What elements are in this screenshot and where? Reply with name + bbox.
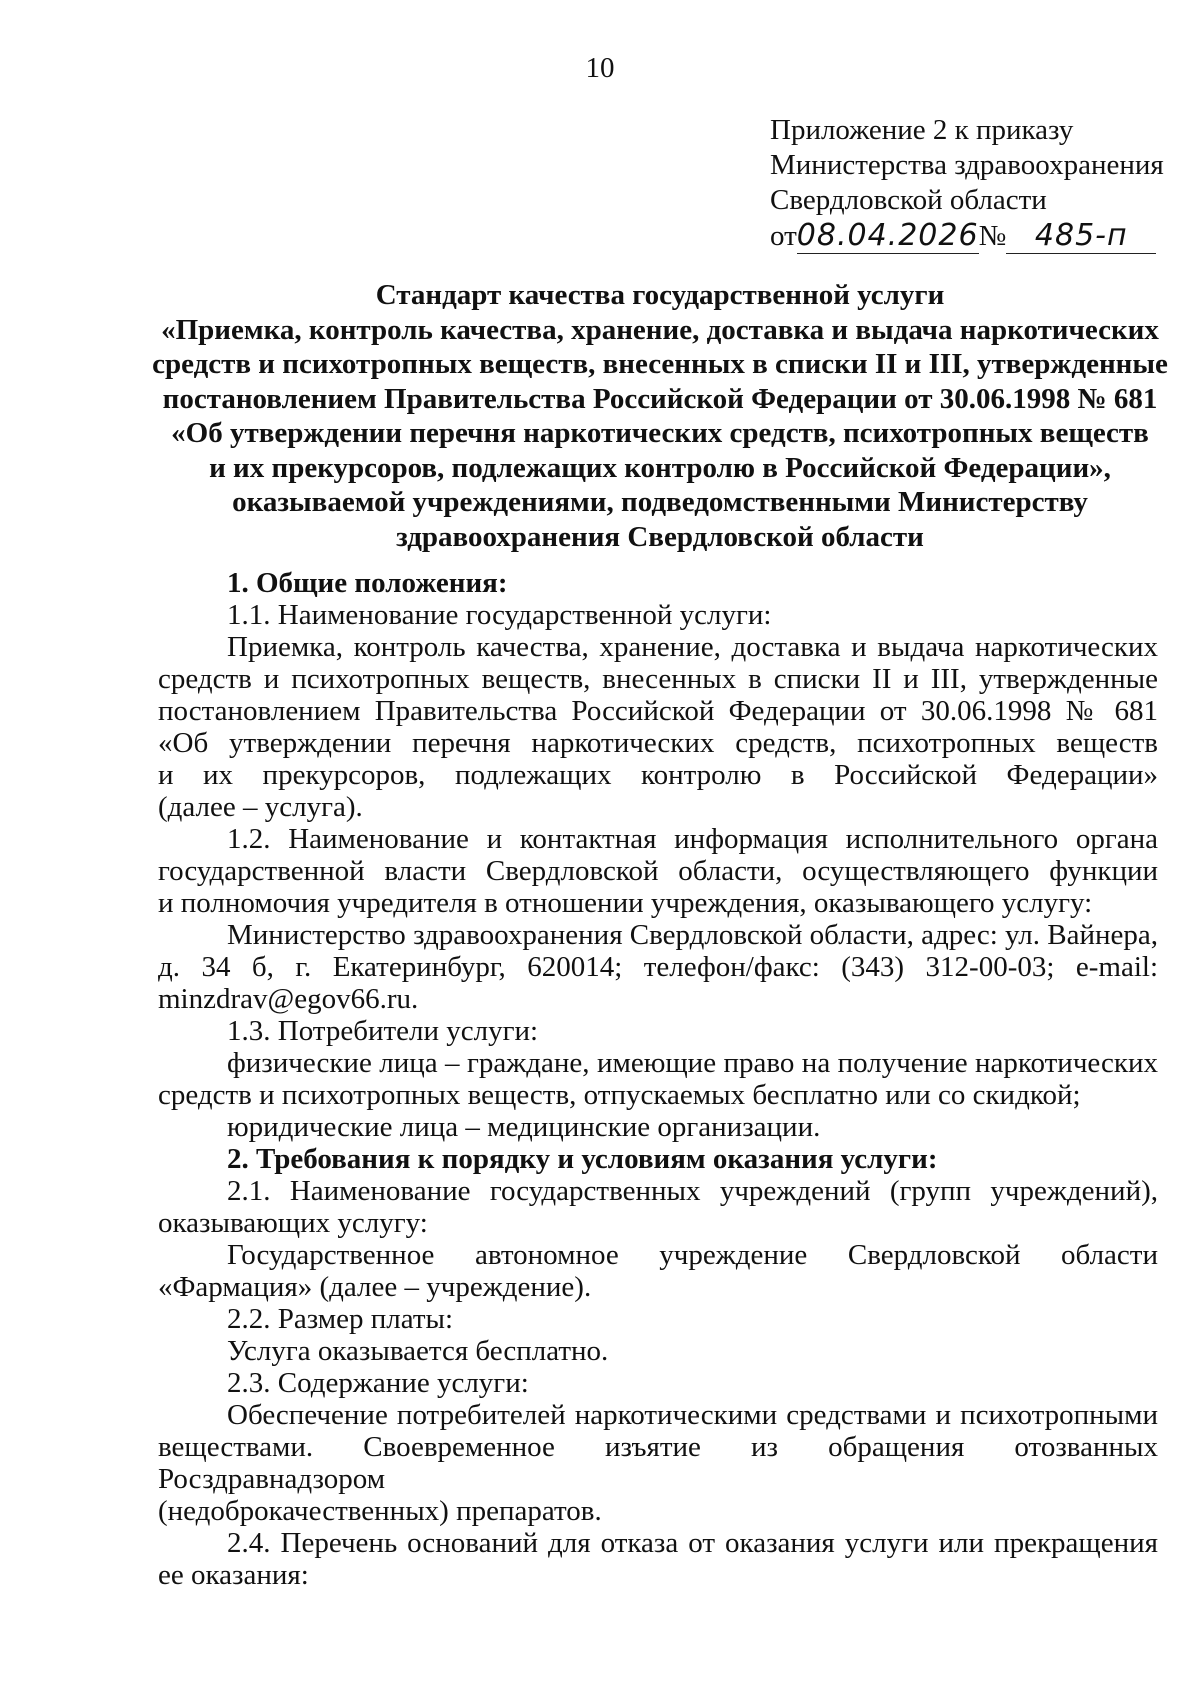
paragraph-line: «Об утверждении перечня наркотических средств, психотропных веществ xyxy=(158,727,1158,759)
title-line: постановлением Правительства Российской Федерации от 30.06.1998 № 681 xyxy=(162,382,1158,415)
appendix-line-2: Министерства здравоохранения xyxy=(770,149,1164,181)
section-1-1-text xyxy=(158,631,1158,823)
paragraph-line: физические лица – граждане, имеющие право на получение наркотических xyxy=(227,1047,1158,1079)
paragraph-line: средств и психотропных веществ, отпускаемых бесплатно или со скидкой; xyxy=(158,1079,1081,1111)
paragraph-line: minzdrav@egov66.ru. xyxy=(158,983,419,1015)
section-2-2-heading: 2.2. Размер платы: xyxy=(227,1303,454,1335)
title-line: «Об утверждении перечня наркотических средств, психотропных веществ xyxy=(171,417,1149,449)
paragraph-line: и их прекурсоров, подлежащих контролю в Российской Федерации» xyxy=(158,759,1158,791)
handwritten-number: 485-п xyxy=(1006,218,1156,254)
paragraph-line: д. 34 б, г. Екатеринбург, 620014; телефон/факс: (343) 312-00-03; e-mail: xyxy=(158,951,1158,983)
paragraph-line: и полномочия учредителя в отношении учреждения, оказывающего услугу: xyxy=(158,887,1093,919)
paragraph-line: 1.2. Наименование и контактная информация исполнительного органа xyxy=(227,823,1158,855)
paragraph-line: 2.4. Перечень оснований для отказа от оказания услуги или прекращения xyxy=(227,1527,1158,1559)
paragraph-line: веществами. Своевременное изъятие из обращения отозванных Росздравнадзором xyxy=(158,1431,1158,1495)
paragraph-line: (далее – услуга). xyxy=(158,791,363,823)
paragraph-line: Министерство здравоохранения Свердловской области, адрес: ул. Вайнера, xyxy=(227,919,1158,951)
section-1-3-heading: 1.3. Потребители услуги: xyxy=(227,1015,539,1047)
page-number: 10 xyxy=(585,52,615,84)
section-2-4-text xyxy=(158,1527,1158,1591)
section-2-3-text xyxy=(158,1399,1158,1527)
appendix-line-3: Свердловской области xyxy=(770,184,1047,216)
paragraph-line: 2.1. Наименование государственных учреждений (групп учреждений), xyxy=(227,1175,1158,1207)
section-2-1-text xyxy=(158,1175,1158,1239)
title-line: Стандарт качества государственной услуги xyxy=(375,279,945,311)
document-body xyxy=(158,567,1158,1591)
section-1-3-legal: юридические лица – медицинские организации. xyxy=(227,1111,821,1143)
section-1-2-text xyxy=(158,823,1158,919)
section-1-1-heading: 1.1. Наименование государственной услуги: xyxy=(227,599,772,631)
order-date-number xyxy=(770,218,1170,254)
section-2-3-heading: 2.3. Содержание услуги: xyxy=(227,1367,529,1399)
appendix-header xyxy=(770,113,1170,254)
section-2-heading: 2. Требования к порядку и условиям оказания услуги: xyxy=(227,1143,938,1175)
section-1-3-individuals xyxy=(158,1047,1158,1111)
section-1-2-contact xyxy=(158,919,1158,1015)
section-2-1-institution xyxy=(158,1239,1158,1303)
paragraph-line: (недоброкачественных) препаратов. xyxy=(158,1495,602,1527)
number-prefix: № xyxy=(978,220,1007,252)
paragraph-line: «Фармация» (далее – учреждение). xyxy=(158,1271,592,1303)
section-1-heading: 1. Общие положения: xyxy=(227,567,508,599)
title-line: средств и психотропных веществ, внесенных в списки II и III, утвержденные xyxy=(152,348,1168,380)
paragraph-line: ее оказания: xyxy=(158,1559,309,1591)
paragraph-line: Обеспечение потребителей наркотическими средствами и психотропными xyxy=(227,1399,1158,1431)
title-line: и их прекурсоров, подлежащих контролю в Российской Федерации», xyxy=(209,451,1111,484)
date-prefix: от xyxy=(770,220,797,252)
paragraph-line: Приемка, контроль качества, хранение, доставка и выдача наркотических xyxy=(227,631,1158,663)
document-title xyxy=(120,278,1200,554)
title-line: «Приемка, контроль качества, хранение, доставка и выдача наркотических xyxy=(161,313,1159,346)
title-line: здравоохранения Свердловской области xyxy=(396,520,924,553)
paragraph-line: оказывающих услугу: xyxy=(158,1207,428,1239)
paragraph-line: Государственное автономное учреждение Свердловской области xyxy=(227,1239,1158,1271)
paragraph-line: средств и психотропных веществ, внесенных в списки II и III, утвержденные xyxy=(158,663,1158,695)
paragraph-line: постановлением Правительства Российской Федерации от 30.06.1998 № 681 xyxy=(158,695,1158,727)
title-line: оказываемой учреждениями, подведомственными Министерству xyxy=(232,486,1088,518)
section-2-2-text: Услуга оказывается бесплатно. xyxy=(227,1335,609,1367)
handwritten-date: 08.04.2026 xyxy=(796,218,979,253)
appendix-line-1: Приложение 2 к приказу xyxy=(770,114,1074,146)
paragraph-line: государственной власти Свердловской области, осуществляющего функции xyxy=(158,855,1158,887)
